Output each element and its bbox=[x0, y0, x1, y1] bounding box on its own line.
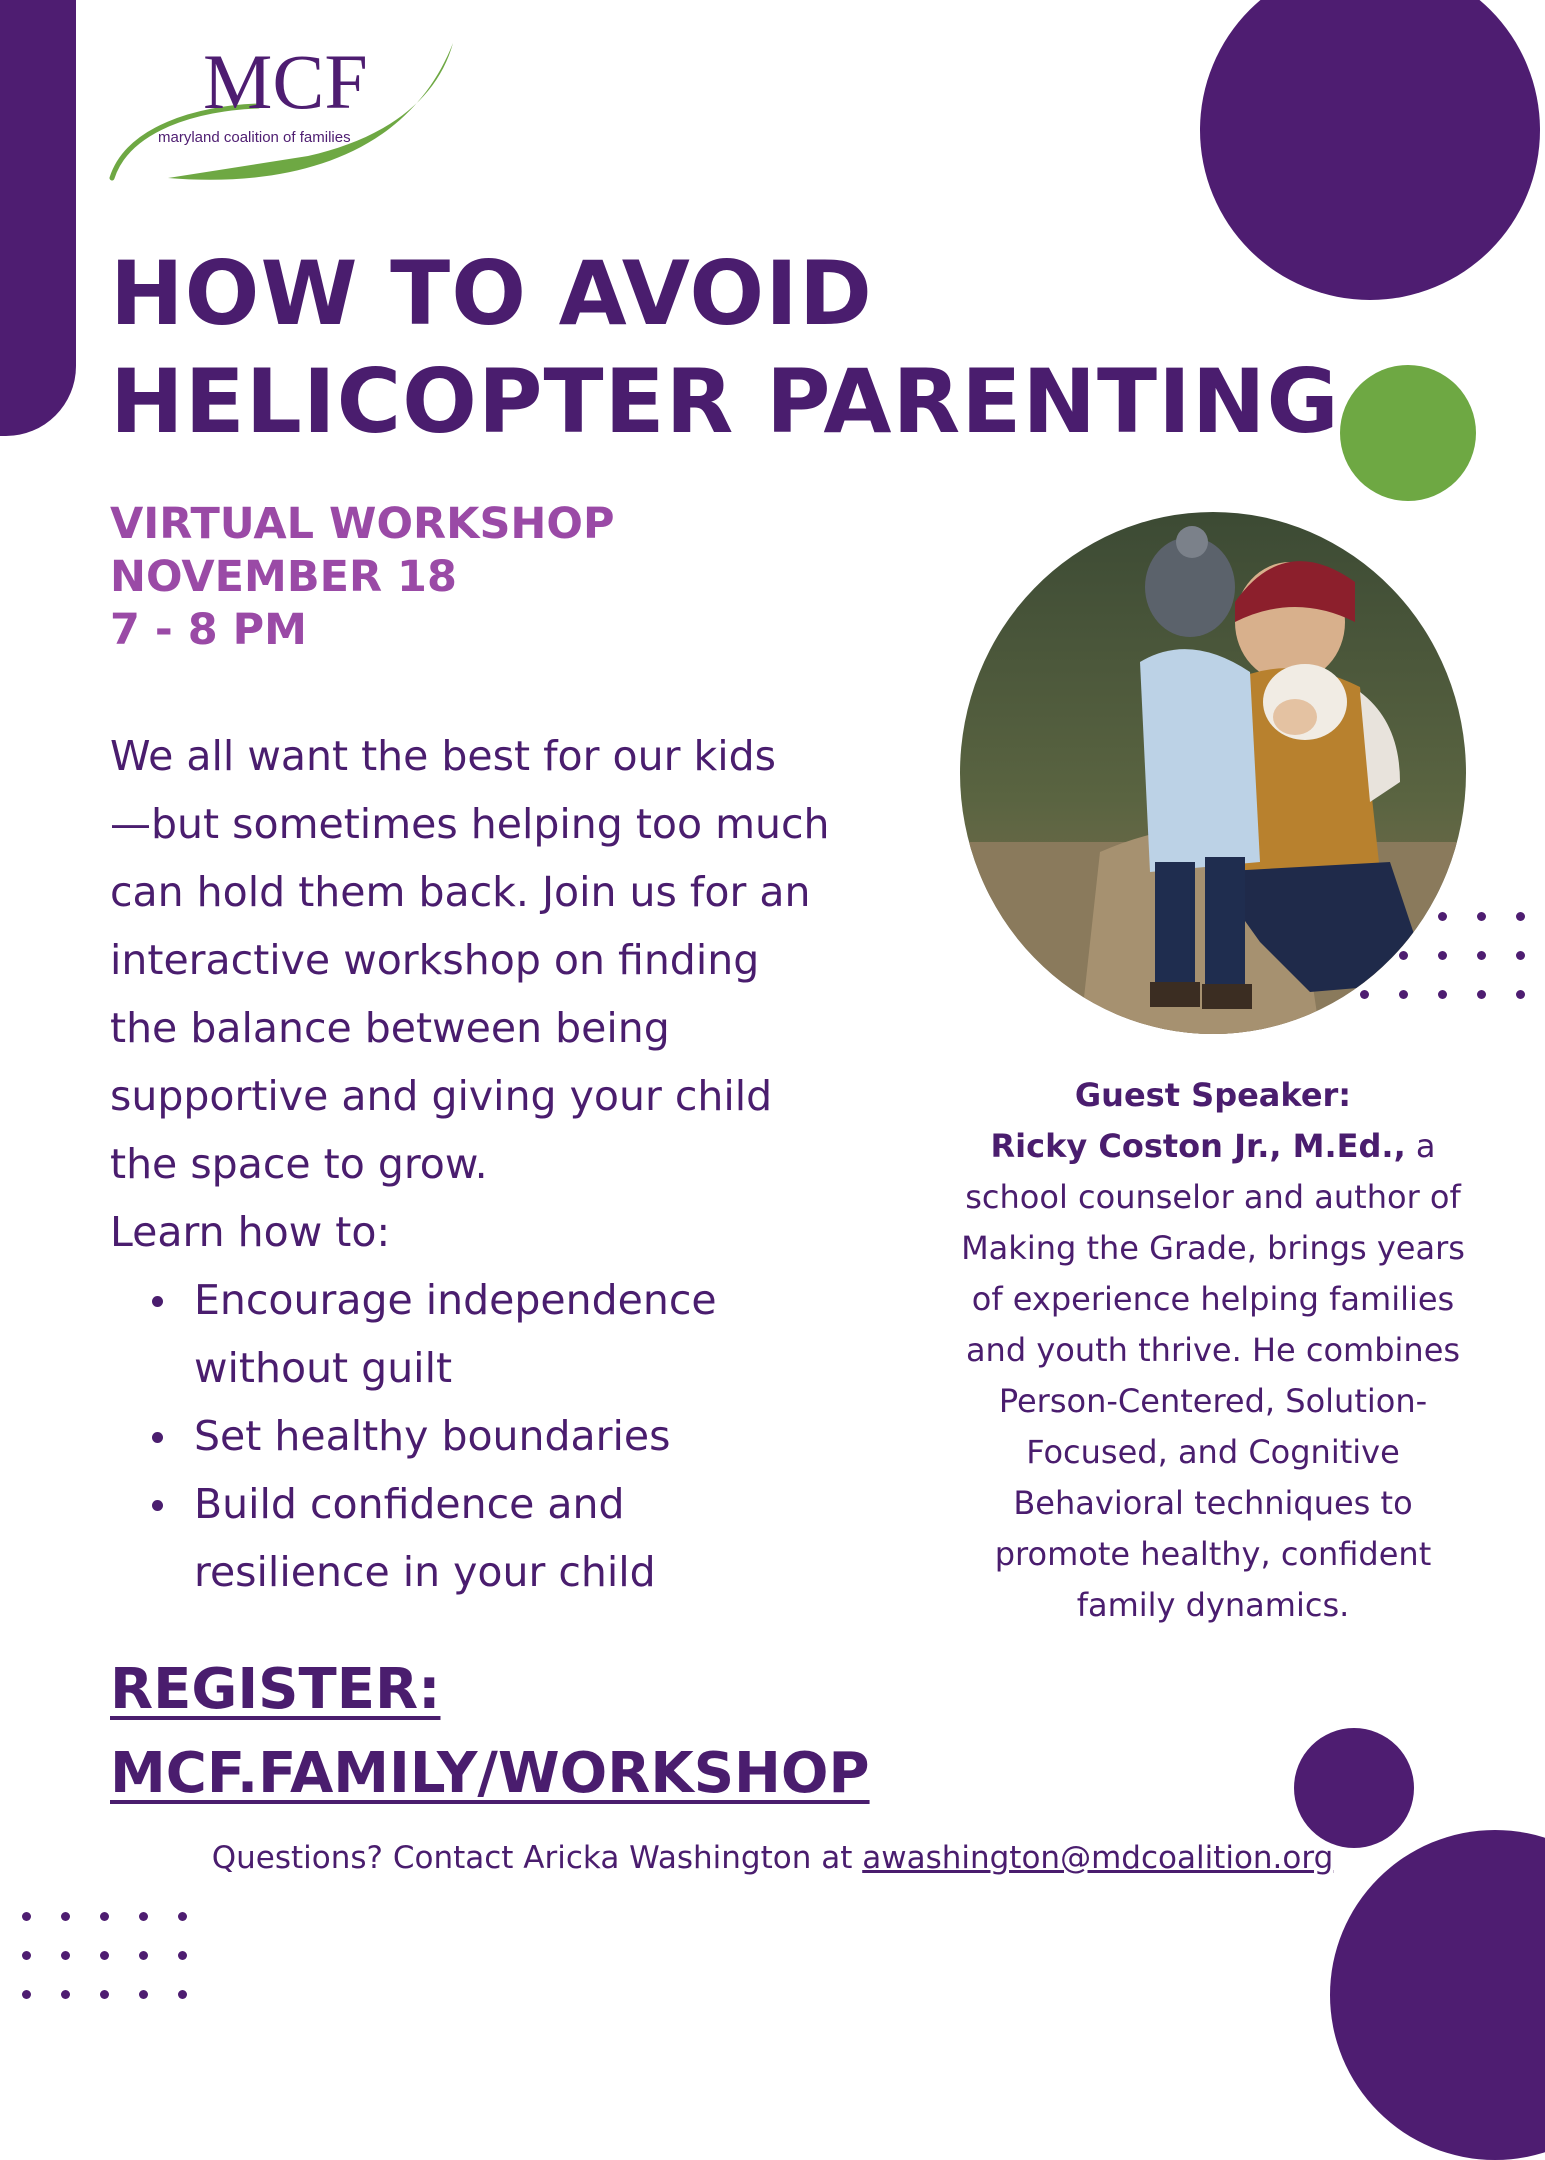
learn-item: Set healthy boundaries bbox=[110, 1402, 830, 1470]
dot-grid-bottom-left bbox=[22, 1912, 187, 1999]
green-circle bbox=[1340, 365, 1476, 501]
bottom-right-circle bbox=[1330, 1830, 1545, 2160]
event-date: NOVEMBER 18 bbox=[110, 552, 457, 602]
learn-item: Build confidence and resilience in your child bbox=[110, 1470, 830, 1606]
description-block bbox=[110, 722, 830, 1606]
contact-email-link[interactable]: awashington@mdcoalition.org bbox=[862, 1840, 1334, 1876]
speaker-bio-paragraph bbox=[960, 1121, 1466, 1631]
learn-intro: Learn how to: bbox=[110, 1208, 391, 1256]
mcf-logo bbox=[108, 38, 468, 188]
family-photo bbox=[960, 512, 1466, 1034]
speaker-block bbox=[960, 1070, 1466, 1631]
headline bbox=[110, 240, 1340, 456]
headline-line-1: HOW TO AVOID bbox=[110, 242, 873, 345]
register-link[interactable] bbox=[110, 1648, 870, 1816]
small-purple-circle bbox=[1294, 1728, 1414, 1848]
headline-line-2: HELICOPTER PARENTING bbox=[110, 350, 1340, 453]
speaker-heading: Guest Speaker: bbox=[1074, 1076, 1352, 1114]
logo-mark: MCF bbox=[203, 38, 368, 125]
contact-text: Questions? Contact Aricka Washington at bbox=[211, 1840, 863, 1876]
register-url: MCF.FAMILY/WORKSHOP bbox=[110, 1741, 870, 1806]
learn-list bbox=[110, 1266, 830, 1606]
register-label: REGISTER: bbox=[110, 1657, 441, 1722]
event-info bbox=[110, 498, 614, 657]
contact-line bbox=[0, 1840, 1545, 1876]
event-format: VIRTUAL WORKSHOP bbox=[110, 499, 615, 549]
description: We all want the best for our kids —but sometimes helping too much can hold them back. Join us for an interactive workshop on finding the balance between being supportive and giving your child the space to grow. bbox=[110, 732, 830, 1188]
logo-tagline: maryland coalition of families bbox=[158, 129, 351, 146]
speaker-name: Ricky Coston Jr., M.Ed., bbox=[990, 1127, 1406, 1165]
speaker-bio: a school counselor and author of Making the Grade, brings years of experience helping families and youth thrive. He combines Person-Centered, Solution-Focused, and Cognitive Behavioral techniques to promote healthy, confident family dynamics. bbox=[961, 1127, 1465, 1624]
learn-item: Encourage independence without guilt bbox=[110, 1266, 830, 1402]
event-time: 7 - 8 PM bbox=[110, 605, 307, 655]
left-accent-bar bbox=[0, 0, 76, 436]
